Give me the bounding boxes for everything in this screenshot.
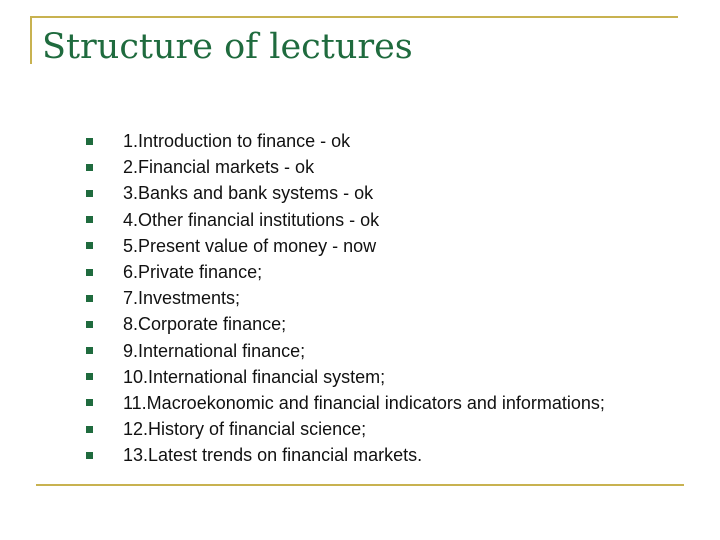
square-bullet-icon bbox=[86, 452, 93, 459]
list-item-text: 10.International financial system; bbox=[123, 366, 386, 387]
square-bullet-icon bbox=[86, 295, 93, 302]
title-frame-top-line bbox=[30, 16, 678, 18]
square-bullet-icon bbox=[86, 426, 93, 433]
lecture-list bbox=[84, 128, 605, 468]
square-bullet-icon bbox=[86, 138, 93, 145]
list-item-text: 3.Banks and bank systems - ok bbox=[123, 183, 374, 204]
list-item-text: 1.Introduction to finance - ok bbox=[123, 131, 351, 152]
square-bullet-icon bbox=[86, 347, 93, 354]
list-item bbox=[84, 128, 605, 154]
square-bullet-icon bbox=[86, 190, 93, 197]
list-item-text: 2.Financial markets - ok bbox=[123, 157, 315, 178]
list-item bbox=[84, 259, 605, 285]
square-bullet-icon bbox=[86, 216, 93, 223]
square-bullet-icon bbox=[86, 164, 93, 171]
list-item-text: 13.Latest trends on financial markets. bbox=[123, 445, 423, 466]
list-item bbox=[84, 285, 605, 311]
list-item-text: 5.Present value of money - now bbox=[123, 235, 377, 256]
bottom-divider-line bbox=[36, 484, 684, 486]
list-item-text: 4.Other financial institutions - ok bbox=[123, 209, 380, 230]
list-item-text: 7.Investments; bbox=[123, 288, 241, 309]
list-item bbox=[84, 311, 605, 337]
list-item bbox=[84, 180, 605, 206]
list-item-text: 8.Corporate finance; bbox=[123, 314, 287, 335]
list-item-text: 11.Macroekonomic and financial indicators and informations; bbox=[123, 392, 605, 413]
title-frame-left-line bbox=[30, 16, 32, 64]
list-item bbox=[84, 416, 605, 442]
slide-title: Structure of lectures bbox=[42, 27, 413, 67]
list-item bbox=[84, 233, 605, 259]
square-bullet-icon bbox=[86, 373, 93, 380]
square-bullet-icon bbox=[86, 399, 93, 406]
list-item-text: 9.International finance; bbox=[123, 340, 306, 361]
list-item bbox=[84, 390, 605, 416]
list-item bbox=[84, 364, 605, 390]
list-item bbox=[84, 338, 605, 364]
square-bullet-icon bbox=[86, 242, 93, 249]
square-bullet-icon bbox=[86, 269, 93, 276]
list-item-text: 6.Private finance; bbox=[123, 262, 263, 283]
list-item bbox=[84, 442, 605, 468]
square-bullet-icon bbox=[86, 321, 93, 328]
list-item bbox=[84, 207, 605, 233]
list-item bbox=[84, 154, 605, 180]
list-item-text: 12.History of financial science; bbox=[123, 419, 367, 440]
